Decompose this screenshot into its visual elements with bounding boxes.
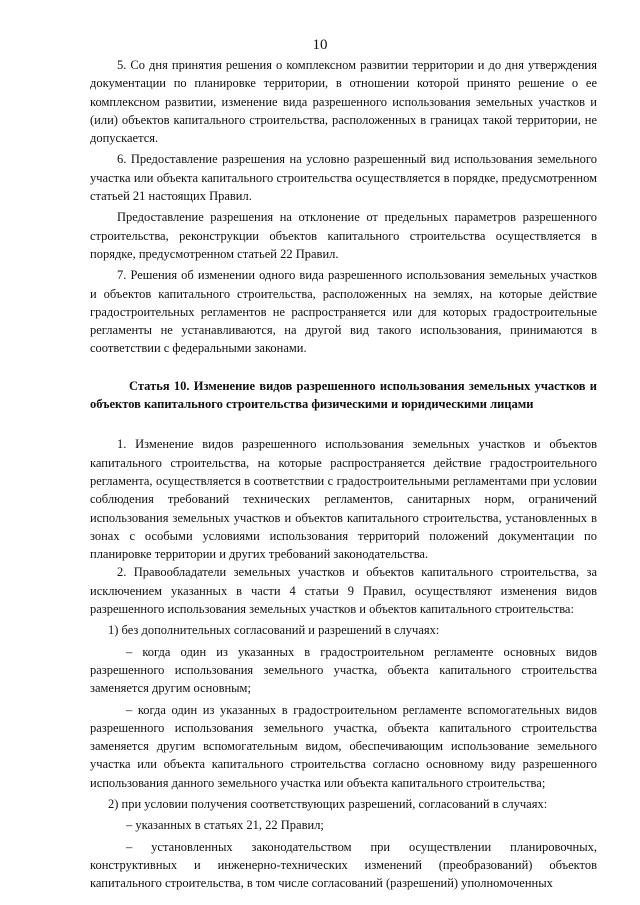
- list-item-2: 2) при условии получения соответствующих разрешений, согласований в случаях:: [108, 796, 548, 811]
- page-number: 10: [312, 37, 328, 53]
- list-item-1: 1) без дополнительных согласований и разрешений в случаях:: [108, 623, 440, 638]
- article-paragraph-2: 2. Правообладатели земельных участков и объектов капитального строительства, за исключением указанных в части 4 статьи 9 Правил, осуществляют изменения видов разрешенного использования земельных участков и объектов капитального строительства:: [90, 565, 597, 617]
- list-item-2-dash-2: – установленных законодательством при осуществлении планировочных, конструктивных и инженерно-технических изменений (преобразований) объектов капитального строительства, в том числе согласований (разрешений) уполномоченных: [90, 839, 597, 891]
- paragraph-6-deviation: Предоставление разрешения на отклонение от предельных параметров разрешенного строительства, реконструкции объектов капитального строительства осуществляется в порядке, предусмотренном статьей 22 Правил.: [90, 210, 597, 261]
- paragraph-5: 5. Со дня принятия решения о комплексном развитии территории и до дня утверждения документации по планировке территории, в отношении которой принято решение о ее комплексном развитии, изменение вида разрешенного использования земельных участков и (или) объектов капитального строительства, расположенных в границах такой территории, не допускается.: [90, 58, 597, 146]
- paragraph-6: 6. Предоставление разрешения на условно разрешенный вид использования земельного участка или объекта капитального строительства осуществляется в порядке, предусмотренном статьей 21 настоящих Правил.: [90, 152, 597, 204]
- article-paragraph-1: 1. Изменение видов разрешенного использования земельных участков и объектов капитального строительства, на которые распространяется действие градостроительного регламента, осуществляется в соответствии с градостроительными регламентами при условии соблюдения требований технических регламентов, санитарных норм, ограничений использования земельных участков и объектов капитального строительства, установленных в зонах с особыми условиями использования территорий положений документации по планировке территории и других требований законодательства.: [90, 437, 597, 562]
- list-item-1-dash-2: – когда один из указанных в градостроительном регламенте вспомогательных видов разрешенного использования земельного участка, объекта капитального строительства заменяется другим вспомогательным видом, обеспечивающим использование земельного участка или объекта капитального строительства согласно основному виду разрешенного использования данного земельного участка или объекта капитального строительства;: [90, 702, 597, 790]
- paragraph-7: 7. Решения об изменении одного вида разрешенного использования земельных участков и объектов капитального строительства, расположенных на землях, на которые действие градостроительных регламентов не распространяется или для которых градостроительные регламенты не устанавливаются, на другой вид такого использования, принимаются в соответствии с федеральными законами.: [90, 268, 597, 356]
- article-10-heading: Статья 10. Изменение видов разрешенного использования земельных участков и объектов капитального строительства физическими и юридическими лицами: [90, 378, 597, 412]
- page-content: [90, 56, 597, 892]
- list-item-2-dash-1: – указанных в статьях 21, 22 Правил;: [126, 818, 324, 833]
- list-item-1-dash-1: – когда один из указанных в градостроительном регламенте основных видов разрешенного использования земельного участка, объекта капитального строительства заменяется другим основным;: [90, 644, 597, 696]
